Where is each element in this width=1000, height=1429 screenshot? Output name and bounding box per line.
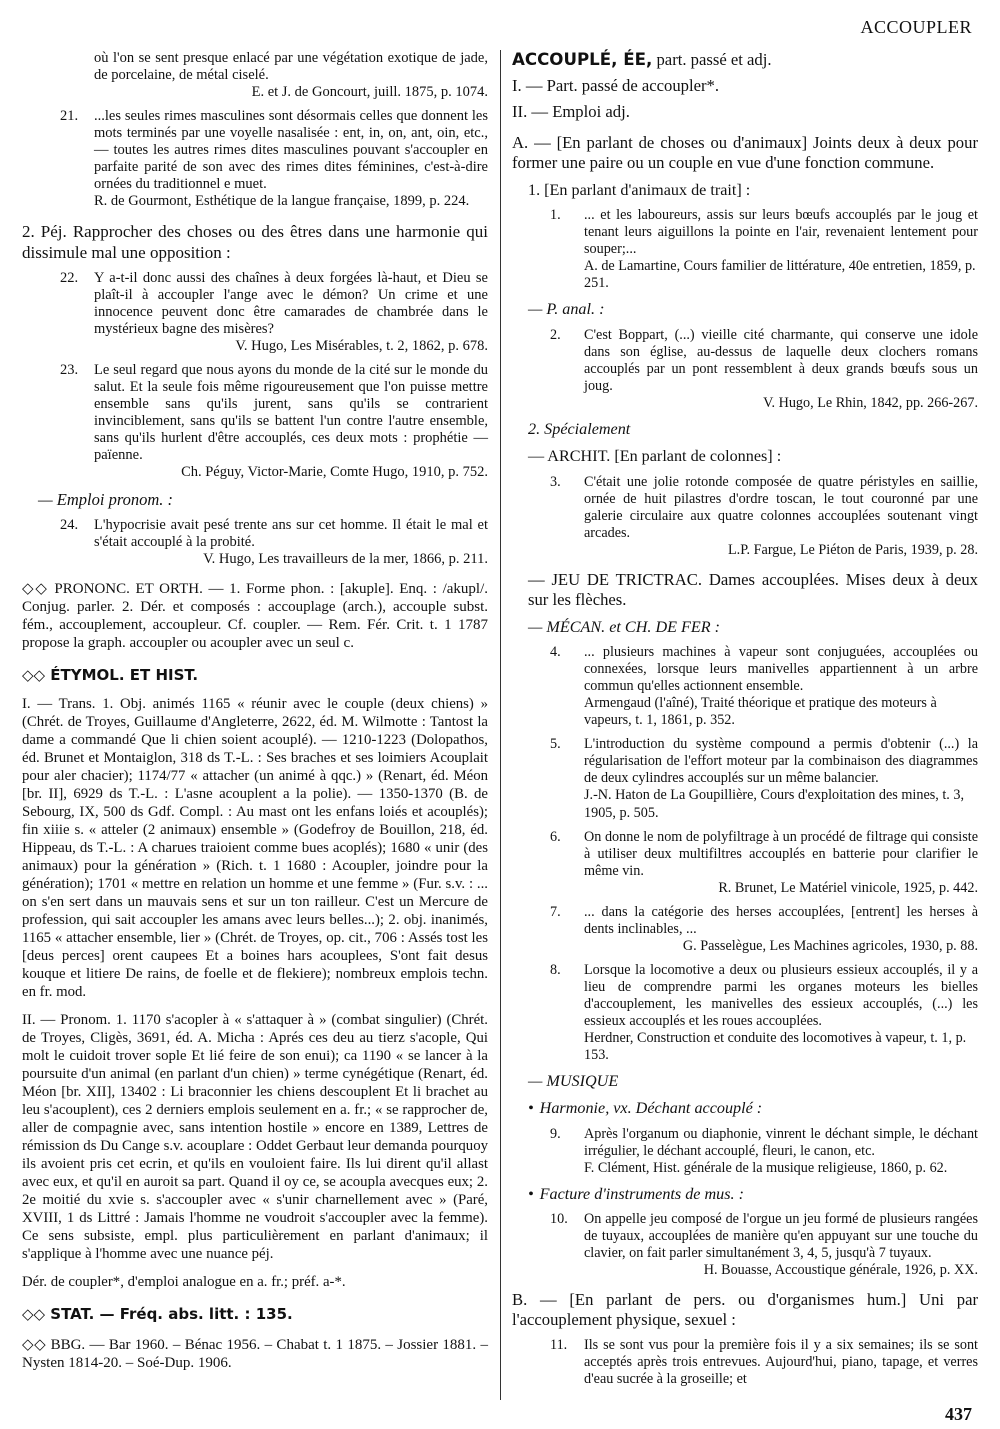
page-number: 437 — [945, 1404, 972, 1424]
quote-source: Herdner, Construction et conduite des locomotives à vapeur, t. 1, p. 153. — [584, 1029, 967, 1063]
quote-source: Armengaud (l'aîné), Traité théorique et pratique des moteurs à vapeurs, t. 1, 1861, p. 352. — [584, 695, 937, 729]
quote-text: L'introduction du système compound a permis d'obtenir (...) la régularisation de l'effort moteur par la combinaison des diagrammes de deux cylindres accouplés sur un même balancier. — [584, 736, 978, 787]
musique-heading: — MUSIQUE — [528, 1072, 619, 1090]
etymology-pronominal: II. — Pronom. 1. 1170 s'acopler à « s'attaquer à » (combat singulier) (Chrét. de Troyes, Cligès, 3691, éd. A. Micha : Aprés ces deu au tierz s'acople, Qui molt le cuidoit trover sople Et lié feire de son enui); ca 1190 « se lancer à la poursuite d'un animal (en parlant d'un chien) » terme cynégétique (Renart, éd. Méon [br. XII], 13402 : Li braconnier les chiens descouplent Et li brachet au leu s'acouplent), ces 2 derniers emplois seulement en a. fr.; « se rapprocher de, aller de compagnie avec, sans intention hostile » encore en 1389, Lettres de rémission ds Du Cange s.v. acouplare : Oddet Gerbaut leur demanda pourquoy ils avoient pris cet ecrin, et qu'ils en vouloient faire. Ils lui dirent qu'il allast avec eux, et qu'il en auroit sa part. Quand il oy ce, se acoupla avecques eux; 2. 2e moitié du xvie s. s'accoupler avec « s'unir charnellement avec » (Paré, XVIII, 1 ds Littré : Jamais l'homme ne voudroit s'accoupler avec la femme). Ce sens subsiste, empl. plus particulièrement en parlant d'animaux; il s'applique à l'homme avec une nuance péj. — [22, 1012, 488, 1262]
mecan-heading: — MÉCAN. et CH. DE FER : — [528, 618, 721, 636]
quote-number: 8. — [550, 961, 561, 978]
quote-text: ...les seules rimes masculines sont désormais celles que donnent les mots terminés par une voyelle nasalisée : ent, in, on, ant, oin, etc., — toutes les autres rimes dites masculines pouvant s'accoupler en parfaite parité de son avec des rimes dites féminines, c'est-à-dire ornées du traditionnel e muet. — [94, 108, 488, 192]
quote-text: On appelle jeu composé de l'orgue un jeu formé de plusieurs rangées de tuyaux, accouplées de manière qu'en appuyant sur une touche du clavier, on fait parler simultanément 3, 4, 5, jusqu'à 7 tuyaux. — [584, 1211, 978, 1262]
quote-text: Ils se sont vus pour la première fois il y a six semaines; ils se sont acceptés après trois entrevues. Aujourd'hui, piano, tapage, et verres d'eau sucrée à la groseille; et — [584, 1337, 978, 1388]
quote-source: L.P. Fargue, Le Piéton de Paris, 1939, p. 28. — [728, 541, 978, 558]
quote-number: 11. — [550, 1337, 568, 1354]
quote-source: G. Passelègue, Les Machines agricoles, 1930, p. 88. — [682, 937, 978, 954]
section-A-definition: A. — [En parlant de choses ou d'animaux] Joints deux à deux pour former une paire ou un couple en vue d'une fonction commune. — [512, 132, 978, 172]
quote-number: 3. — [550, 473, 561, 490]
continued-quote-source: E. et J. de Goncourt, juill. 1875, p. 1074. — [251, 84, 488, 100]
quote-text: C'était une jolie rotonde composée de quatre péristyles en saillie, ornée de huit pilastres d'ordre toscan, le tout couronné par une galerie circulaire aux quatre colonnes accouplées soutenant vingt arcades. — [584, 473, 978, 541]
quote-number: 4. — [550, 644, 561, 661]
section-I: I. — Part. passé de accoupler*. — [512, 75, 720, 95]
running-head: ACCOUPLER — [860, 17, 972, 37]
quote-number: 1. — [550, 207, 561, 224]
quote-23 — [22, 362, 488, 481]
continued-quote-text: où l'on se sent presque enlacé par une végétation exotique de jade, de porcelaine, de métal ciselé. — [94, 50, 488, 83]
right-column — [512, 50, 978, 1388]
quote-text: ... et les laboureurs, assis sur leurs bœufs accouplés par le joug et tenant leurs aiguillons la pointe en l'air, revenaient lentement pour souper;... — [584, 207, 978, 258]
quote-text: C'est Boppart, (...) vieille cité charmante, qui conserve une idole dans son église, au-dessus de laquelle deux clochers romans accouplés par un pont ressemblent à deux grands bœufs sous un joug. — [584, 326, 978, 394]
quote-source: J.-N. Haton de La Goupillière, Cours d'exploitation des mines, t. 3, 1905, p. 505. — [584, 787, 965, 821]
quote-text: Lorsque la locomotive a deux ou plusieurs essieux accouplés, il y a lieu de comprendre parmi les organes moteurs les bielles d'accouplement, les manivelles des essieux accouplés, (...) les essieux accouplés et les roues accouplées. — [584, 961, 978, 1029]
p-anal-heading: — P. anal. : — [528, 301, 605, 319]
quote-source: Ch. Péguy, Victor-Marie, Comte Hugo, 1910, p. 752. — [181, 464, 488, 480]
quote-text: Y a-t-il donc aussi des chaînes à deux forgées là-haut, et Dieu se plaît-il à accoupler l'ange avec le démon? Un crime et une innocence peuvent donc être camarades de chambrée dans le mystérieux bagne des misères? — [94, 270, 488, 337]
etymology-transitive: I. — Trans. 1. Obj. animés 1165 « réunir avec le couple (deux chiens) » (Chrét. de Troyes, Guillaume d'Angleterre, 2622, éd. M. Wilmotte : Tantost la dame a commandé Que li chien soient acouplé). — 1210-1223 (Dolopathos, éd. Brunet et Montaiglon, 318 ds T.-L. : Ses braches et ses loimiers Acouplait pour aler chacier); 1174/77 « attacher (un animé à qqc.) » (Renart, éd. Méon [br. II], 6929 ds T.-L. : L'asne acouplent a la polie). — 1350-1370 (B. de Sebourg, IX, 500 ds Gdf. Compl. : Au mast ont les enfans loiés et acouplés); fin xiiie s. « atteler (2 animaux) ensemble » (Godefroy de Bouillon, 218, éd. Hippeau, ds T.-L. : A charues traioient comme bues acoplés); 1680 « unir (des animaux) pour la génération » (Rich. t. 1 1680 : Acoupler, joindre pour la génération); 1701 « mettre en relation un homme et une femme » (Fur. s.v. : ... on s'en sert dans un mauvais sens et sur un ton railleur. C'est un Mercure de profession, qui sait accoupler les amans avec leurs belles...); 2. obj. inanimés, 1165 « attacher ensemble, lier » (Chrét. de Troyes, op. cit., 706 : Assés tost les [deus perces] orent caupees Et a boines hars acouplees, S'ont fait desus kouque et litiere De rains, de foelle et de flekiere); nombreux emplois techn. en fr. mod. — [22, 696, 488, 1000]
statistics-section: ◇◇ STAT. — Fréq. abs. litt. : 135. — [22, 1305, 293, 1323]
quote-text: ... plusieurs machines à vapeur sont conjuguées, accouplées ou connexées, lorsque leurs manivelles appartiennent à un arbre commun qu'elles actionnent ensemble. — [584, 644, 978, 695]
quote-number: 6. — [550, 828, 561, 845]
quote-8 — [512, 962, 978, 1064]
etymology-derivation: Dér. de coupler*, d'emploi analogue en a. fr.; préf. a-*. — [22, 1274, 346, 1290]
quote-source: V. Hugo, Le Rhin, 1842, pp. 266-267. — [763, 394, 978, 411]
headword: ACCOUPLÉ, ÉE, — [512, 50, 653, 69]
facture-heading: • Facture d'instruments de mus. : — [512, 1185, 978, 1204]
quote-source: V. Hugo, Les Misérables, t. 2, 1862, p. 678. — [235, 338, 488, 354]
quote-source: F. Clément, Hist. générale de la musique religieuse, 1860, p. 62. — [584, 1159, 948, 1176]
trictrac-definition: — JEU DE TRICTRAC. Dames accouplées. Mises deux à deux sur les flèches. — [528, 569, 978, 609]
quote-text: On donne le nom de polyfiltrage à un procédé de filtrage qui consiste à utiliser deux multifiltres accouplés en batterie pour clarifier le même vin. — [584, 828, 978, 879]
quote-source: R. Brunet, Le Matériel vinicole, 1925, p. 442. — [718, 879, 978, 896]
quote-number: 9. — [550, 1125, 561, 1142]
etymology-heading: ◇◇ ÉTYMOL. ET HIST. — [22, 666, 199, 684]
quote-22 — [22, 270, 488, 355]
column-rule — [500, 50, 501, 1400]
quote-6 — [512, 829, 978, 897]
section-B-definition: B. — [En parlant de pers. ou d'organismes hum.] Uni par l'accouplement physique, sexuel : — [512, 1290, 978, 1330]
quote-number: 22. — [60, 270, 79, 286]
quote-number: 21. — [60, 108, 79, 124]
quote-21 — [22, 108, 488, 210]
quote-text: Après l'organum ou diaphonie, vinrent le déchant simple, le déchant irrégulier, le déchant accouplé, fleuri, le canon, etc. — [584, 1125, 978, 1159]
quote-11 — [512, 1337, 978, 1388]
quote-number: 7. — [550, 903, 561, 920]
quote-3 — [512, 474, 978, 559]
quote-10 — [512, 1211, 978, 1279]
quote-source: R. de Gourmont, Esthétique de la langue française, 1899, p. 224. — [94, 193, 470, 209]
sense-2-definition: 2. Péj. Rapprocher des choses ou des êtres dans une harmonie qui dissimule mal une opposition : — [22, 222, 488, 262]
subsection-2: 2. Spécialement — [528, 420, 631, 438]
quote-text: ... dans la catégorie des herses accouplées, [entrent] les herses à dents inclinables, ... — [584, 903, 978, 937]
quote-number: 24. — [60, 517, 79, 533]
harmonie-heading: • Harmonie, vx. Déchant accouplé : — [512, 1099, 978, 1118]
headword-entry — [512, 50, 978, 70]
section-II: II. — Emploi adj. — [512, 101, 630, 121]
quote-4 — [512, 644, 978, 729]
quote-2 — [512, 327, 978, 412]
subsection-1: 1. [En parlant d'animaux de trait] : — [528, 181, 751, 199]
emploi-pronom-heading: — Emploi pronom. : — [38, 490, 174, 509]
quote-source: V. Hugo, Les travailleurs de la mer, 1866, p. 211. — [203, 551, 488, 567]
left-column — [22, 50, 488, 1372]
quote-7 — [512, 904, 978, 955]
quote-text: Le seul regard que nous ayons du monde de la cité sur le monde du salut. Et la seule fois même rigoureusement que l'on puisse mettre ensemble sans qu'ils jurent, sans qu'ils se contrarient invinciblement, sans qu'ils se battent l'un contre l'autre ensemble, sans qu'ils hurlent d'être accouplés, ces deux mots : prophétie — païenne. — [94, 362, 488, 463]
quote-number: 23. — [60, 362, 79, 378]
archit-heading: — ARCHIT. [En parlant de colonnes] : — [528, 448, 782, 466]
quote-5 — [512, 736, 978, 821]
quote-number: 10. — [550, 1211, 568, 1228]
quote-text: L'hypocrisie avait pesé trente ans sur cet homme. Il était le mal et s'était accouplé à la probité. — [94, 517, 488, 550]
headword-grammar: part. passé et adj. — [656, 50, 772, 69]
quote-24 — [22, 517, 488, 568]
quote-1 — [512, 207, 978, 292]
bibliography-section: ◇◇ BBG. — Bar 1960. – Bénac 1956. – Chabat t. 1 1875. – Jossier 1881. – Nysten 1814-20. – Soé-Dup. 1906. — [22, 1337, 488, 1371]
quote-number: 2. — [550, 326, 561, 343]
quote-source: H. Bouasse, Accoustique générale, 1926, p. XX. — [703, 1262, 978, 1279]
quote-9 — [512, 1126, 978, 1177]
quote-source: A. de Lamartine, Cours familier de littérature, 40e entretien, 1859, p. 251. — [584, 258, 976, 292]
quote-number: 5. — [550, 736, 561, 753]
prononciation-section: ◇◇ PRONONC. ET ORTH. — 1. Forme phon. : [akuple]. Enq. : /akupl/. Conjug. parler. 2. Dér. et composés : accouplage (arch.), accouple subst. fém., accouplement, accoupleur. Cf. coupler. — Rem. Fér. Crit. t. 1 1787 propose la graph. accoupler ou acoupler avec un seul c. — [22, 581, 488, 651]
